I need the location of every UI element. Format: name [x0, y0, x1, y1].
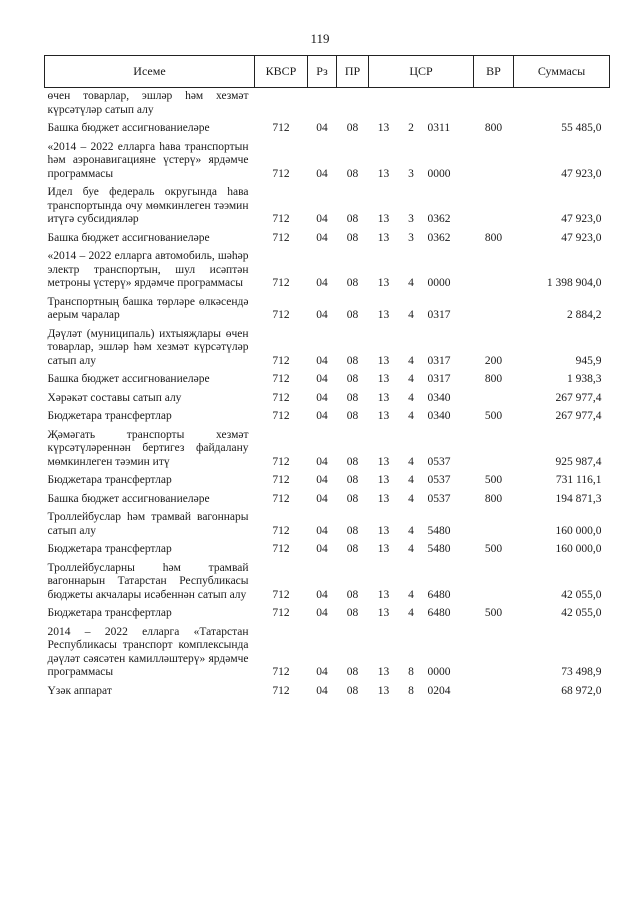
table-row: [45, 184, 610, 230]
row-name-cell: өчен товарлар, эшләр һәм хезмәт күрсәтүләр сатып алу: [47, 90, 249, 116]
row-sum-cell: 925 987,4: [555, 455, 602, 468]
row-sum-cell: 55 485,0: [561, 122, 602, 134]
row-csr-parts: [369, 355, 474, 369]
row-csr-part: 13: [377, 231, 390, 244]
row-sum-cell: 194 871,3: [555, 492, 602, 505]
row-kvsr-cell: 712: [272, 309, 290, 321]
row-csr-part: 13: [377, 354, 390, 367]
row-csr-parts: [369, 122, 474, 136]
row-vr-cell: [474, 683, 514, 702]
row-csr-part: 0311: [427, 122, 451, 134]
row-csr-part: 2: [408, 122, 414, 134]
row-kvsr-cell: 712: [272, 474, 290, 486]
row-pr-cell: 08: [346, 684, 359, 697]
row-csr-part: 13: [377, 666, 390, 678]
row-name-cell: Хәрәкәт составы сатып алу: [47, 391, 182, 404]
row-vr-cell: [474, 624, 514, 683]
row-csr-part: 3: [408, 231, 414, 244]
row-csr-part: 13: [377, 309, 390, 321]
row-rz-cell: 04: [316, 455, 328, 468]
row-rz-cell: 04: [316, 492, 328, 505]
row-kvsr-cell: 712: [272, 684, 290, 697]
row-csr-cell: [369, 624, 474, 683]
row-sum-cell: 1 938,3: [567, 373, 602, 385]
row-csr-part: 4: [408, 277, 414, 289]
row-pr-cell: 08: [346, 309, 359, 321]
row-sum-cell: 267 977,4: [555, 391, 602, 404]
row-name-cell: Бюджетара трансфертлар: [47, 474, 172, 486]
row-csr-part: 0537: [427, 474, 451, 486]
row-csr-parts: [369, 607, 474, 621]
page-number: 119: [310, 31, 330, 46]
row-kvsr-cell: 712: [272, 354, 290, 367]
table-row: [45, 491, 610, 510]
row-kvsr-cell: 712: [272, 455, 290, 468]
row-csr-part: 4: [408, 607, 414, 619]
row-sum-cell: 945,9: [575, 354, 602, 367]
row-csr-cell: [369, 541, 474, 560]
row-csr-parts: [369, 493, 474, 507]
row-csr-cell: [369, 88, 474, 121]
table-row: [45, 230, 610, 249]
row-name-cell: Башка бюджет ассигнованиеләре: [47, 122, 210, 134]
row-csr-part: 5480: [427, 543, 451, 555]
row-vr-cell: 800: [484, 492, 503, 505]
row-name-cell: Троллейбусларны һәм трамвай вагоннарын Татарстан Республикасы бюджеты акчалары исәбеннән сатып алу: [47, 561, 249, 601]
row-pr-cell: 08: [346, 122, 359, 134]
row-csr-cell: [369, 390, 474, 409]
row-sum-cell: 1 398 904,0: [546, 277, 602, 289]
header-pr: ПР: [337, 56, 369, 88]
row-csr-part: 0317: [427, 354, 451, 367]
row-kvsr-cell: 712: [272, 410, 290, 422]
row-pr-cell: 08: [346, 455, 359, 468]
row-name-cell: Бюджетара трансфертлар: [47, 410, 172, 422]
row-kvsr-cell: 712: [272, 588, 290, 601]
row-rz-cell: 04: [316, 684, 328, 697]
row-kvsr-cell: 712: [272, 373, 290, 385]
row-vr-cell: [474, 509, 514, 541]
table-row: [45, 427, 610, 473]
row-csr-part: 5480: [427, 524, 451, 537]
row-rz-cell: 04: [316, 354, 328, 367]
row-pr-cell: 08: [346, 474, 359, 486]
row-csr-part: 3: [408, 213, 414, 225]
table-row: [45, 294, 610, 326]
row-csr-part: 13: [377, 492, 390, 505]
row-vr-cell: 500: [484, 543, 503, 555]
table-row: [45, 472, 610, 491]
row-kvsr-cell: 712: [272, 167, 290, 180]
row-sum-cell: 47 923,0: [561, 213, 602, 225]
row-vr-cell: 500: [484, 410, 503, 422]
row-pr-cell: 08: [346, 354, 359, 367]
row-vr-cell: [474, 88, 514, 121]
row-sum-cell: 73 498,9: [561, 666, 602, 678]
row-rz-cell: 04: [316, 410, 328, 422]
row-sum-cell: 47 923,0: [561, 167, 602, 180]
row-csr-parts: [369, 666, 474, 680]
row-csr-parts: [369, 589, 474, 603]
row-csr-parts: [369, 213, 474, 227]
row-name-cell: Идел буе федераль округында һава транспортында очу мөмкинлеген тәэмин итүгә субсидияләр: [47, 186, 249, 225]
row-pr-cell: 08: [346, 167, 359, 180]
row-csr-part: 0204: [427, 684, 451, 697]
row-vr-cell: 800: [484, 122, 503, 134]
row-csr-part: 4: [408, 588, 414, 601]
row-pr-cell: 08: [346, 492, 359, 505]
row-vr-cell: 800: [484, 373, 503, 385]
row-name-cell: «2014 – 2022 елларга автомобиль, шәһәр электр транспортын, шул исәптән метроны үстерү» ярдәмче программасы: [47, 250, 249, 289]
row-csr-part: 4: [408, 543, 414, 555]
row-kvsr-cell: 712: [272, 122, 290, 134]
row-csr-part: 13: [377, 543, 390, 555]
row-csr-cell: [369, 139, 474, 185]
row-csr-parts: [369, 232, 474, 246]
row-csr-part: 0340: [427, 391, 451, 404]
row-csr-cell: [369, 371, 474, 390]
table-row: [45, 371, 610, 390]
row-csr-cell: [369, 326, 474, 372]
row-vr-cell: [474, 248, 514, 294]
header-kvsr: КВСР: [255, 56, 308, 88]
row-pr-cell: [337, 88, 369, 121]
table-row: [45, 139, 610, 185]
table-row: [45, 390, 610, 409]
row-pr-cell: 08: [346, 391, 359, 404]
row-name-cell: «2014 – 2022 елларга һава транспортын һәм аэронавигацияне үстерү» ярдәмче программасы: [47, 140, 249, 180]
table-row: [45, 624, 610, 683]
row-rz-cell: 04: [316, 277, 328, 289]
row-csr-part: 4: [408, 391, 414, 404]
row-csr-parts: [369, 309, 474, 323]
table-row: [45, 408, 610, 427]
row-csr-part: 0000: [427, 167, 451, 180]
row-csr-cell: [369, 230, 474, 249]
header-sum: Суммасы: [514, 56, 610, 88]
row-csr-part: 4: [408, 410, 414, 422]
table-row: [45, 683, 610, 702]
row-csr-part: 13: [377, 588, 390, 601]
row-vr-cell: [474, 294, 514, 326]
row-csr-part: 13: [377, 391, 390, 404]
row-csr-part: 4: [408, 309, 414, 321]
row-rz-cell: 04: [316, 543, 328, 555]
row-sum-cell: [514, 88, 610, 121]
row-name-cell: Троллейбуслар һәм трамвай вагоннары сатып алу: [47, 511, 249, 537]
row-vr-cell: [474, 139, 514, 185]
row-pr-cell: 08: [346, 524, 359, 537]
row-csr-part: 0362: [427, 213, 451, 225]
row-csr-cell: [369, 683, 474, 702]
row-name-cell: Бюджетара трансфертлар: [47, 607, 172, 619]
row-csr-part: 8: [408, 666, 414, 678]
row-csr-cell: [369, 427, 474, 473]
row-rz-cell: 04: [316, 474, 328, 486]
row-csr-part: 8: [408, 684, 414, 697]
row-csr-parts: [369, 277, 474, 291]
row-csr-part: 13: [377, 167, 390, 180]
row-csr-part: 4: [408, 373, 414, 385]
row-csr-part: 0317: [427, 309, 451, 321]
row-sum-cell: 47 923,0: [561, 231, 602, 244]
row-rz-cell: 04: [316, 213, 328, 225]
row-kvsr-cell: 712: [272, 492, 290, 505]
row-csr-part: 13: [377, 213, 390, 225]
row-csr-part: 6480: [427, 607, 451, 619]
table-row: [45, 88, 610, 121]
table-row: [45, 120, 610, 139]
row-rz-cell: 04: [316, 309, 328, 321]
header-rz: Рз: [308, 56, 337, 88]
row-name-cell: Транспортның башка төрләре өлкәсендә аерым чаралар: [47, 295, 249, 321]
row-name-cell: Үзәк аппарат: [47, 684, 112, 697]
row-kvsr-cell: 712: [272, 607, 290, 619]
table-header-row: [45, 56, 610, 88]
row-name-cell: 2014 – 2022 елларга «Татарстан Республикасы транспорт комплексында дәүләт сәясәтен камилләштерү» ярдәмче программасы: [47, 625, 249, 678]
row-kvsr-cell: 712: [272, 231, 290, 244]
row-kvsr-cell: 712: [272, 543, 290, 555]
row-csr-part: 13: [377, 277, 390, 289]
row-csr-part: 4: [408, 474, 414, 486]
row-csr-part: 0537: [427, 492, 451, 505]
row-vr-cell: 500: [484, 607, 503, 619]
header-name: Исеме: [45, 56, 255, 88]
row-rz-cell: 04: [316, 607, 328, 619]
table-row: [45, 326, 610, 372]
row-csr-part: 4: [408, 354, 414, 367]
row-csr-part: 13: [377, 410, 390, 422]
row-kvsr-cell: 712: [272, 213, 290, 225]
row-csr-cell: [369, 560, 474, 606]
row-csr-parts: [369, 543, 474, 557]
row-csr-cell: [369, 120, 474, 139]
header-csr: ЦСР: [369, 56, 474, 88]
row-csr-cell: [369, 408, 474, 427]
row-kvsr-cell: 712: [272, 277, 290, 289]
header-vr: ВР: [474, 56, 514, 88]
row-csr-part: 0362: [427, 231, 451, 244]
row-csr-parts: [369, 474, 474, 488]
row-rz-cell: 04: [316, 666, 328, 678]
row-csr-part: 4: [408, 524, 414, 537]
row-pr-cell: 08: [346, 607, 359, 619]
row-csr-part: 0537: [427, 455, 451, 468]
row-csr-part: 0340: [427, 410, 451, 422]
row-rz-cell: 04: [316, 391, 328, 404]
row-csr-parts: [369, 373, 474, 387]
row-pr-cell: 08: [346, 373, 359, 385]
row-csr-part: 13: [377, 455, 390, 468]
row-rz-cell: 04: [316, 122, 328, 134]
row-sum-cell: 2 884,2: [567, 309, 602, 321]
row-csr-cell: [369, 472, 474, 491]
row-vr-cell: [474, 427, 514, 473]
row-vr-cell: [474, 390, 514, 409]
row-sum-cell: 731 116,1: [555, 474, 602, 486]
row-csr-cell: [369, 509, 474, 541]
row-csr-parts: [369, 392, 474, 406]
row-csr-part: 13: [377, 474, 390, 486]
row-csr-part: 13: [377, 122, 390, 134]
row-sum-cell: 160 000,0: [555, 543, 602, 555]
row-csr-part: 13: [377, 524, 390, 537]
row-vr-cell: [474, 560, 514, 606]
row-kvsr-cell: [255, 88, 308, 121]
row-rz-cell: [308, 88, 337, 121]
row-kvsr-cell: 712: [272, 524, 290, 537]
budget-table: [44, 55, 610, 701]
row-pr-cell: 08: [346, 588, 359, 601]
row-csr-cell: [369, 184, 474, 230]
row-vr-cell: 500: [484, 474, 503, 486]
row-sum-cell: 42 055,0: [561, 607, 602, 619]
row-rz-cell: 04: [316, 588, 328, 601]
row-csr-parts: [369, 168, 474, 182]
row-csr-cell: [369, 294, 474, 326]
row-csr-cell: [369, 491, 474, 510]
row-csr-part: 3: [408, 167, 414, 180]
row-csr-part: 0317: [427, 373, 451, 385]
table-row: [45, 605, 610, 624]
table-row: [45, 541, 610, 560]
row-vr-cell: 800: [484, 231, 503, 244]
row-pr-cell: 08: [346, 231, 359, 244]
table-body: [45, 88, 610, 702]
row-rz-cell: 04: [316, 167, 328, 180]
row-name-cell: Бюджетара трансфертлар: [47, 543, 172, 555]
row-csr-parts: [369, 685, 474, 699]
row-csr-cell: [369, 605, 474, 624]
row-csr-part: 4: [408, 455, 414, 468]
row-csr-parts: [369, 410, 474, 424]
table-row: [45, 560, 610, 606]
row-name-cell: Дәүләт (муниципаль) ихтыяҗлары өчен товарлар, эшләр һәм хезмәт күрсәтүләр сатып алу: [47, 327, 249, 367]
row-csr-part: 0000: [427, 277, 451, 289]
row-csr-part: 6480: [427, 588, 451, 601]
row-csr-part: 13: [377, 373, 390, 385]
table-row: [45, 509, 610, 541]
row-csr-part: 13: [377, 607, 390, 619]
row-kvsr-cell: 712: [272, 391, 290, 404]
row-kvsr-cell: 712: [272, 666, 290, 678]
row-name-cell: Башка бюджет ассигнованиеләре: [47, 231, 210, 244]
row-vr-cell: [474, 184, 514, 230]
row-sum-cell: 42 055,0: [561, 588, 602, 601]
row-pr-cell: 08: [346, 666, 359, 678]
row-pr-cell: 08: [346, 543, 359, 555]
row-csr-part: 13: [377, 684, 390, 697]
row-name-cell: Башка бюджет ассигнованиеләре: [47, 492, 210, 505]
row-pr-cell: 08: [346, 277, 359, 289]
row-csr-part: 4: [408, 492, 414, 505]
row-sum-cell: 68 972,0: [561, 684, 602, 697]
row-rz-cell: 04: [316, 373, 328, 385]
row-rz-cell: 04: [316, 231, 328, 244]
row-csr-part: 0000: [427, 666, 451, 678]
row-pr-cell: 08: [346, 410, 359, 422]
row-name-cell: Җәмәгать транспорты хезмәт күрсәтүләреннән бертигез файдалану мөмкинлеген тәэмин итү: [47, 428, 249, 468]
row-name-cell: Башка бюджет ассигнованиеләре: [47, 373, 210, 385]
row-csr-parts: [369, 456, 474, 470]
table-row: [45, 248, 610, 294]
row-vr-cell: 200: [484, 354, 503, 367]
row-sum-cell: 160 000,0: [555, 524, 602, 537]
row-rz-cell: 04: [316, 524, 328, 537]
row-csr-parts: [369, 525, 474, 539]
row-sum-cell: 267 977,4: [555, 410, 602, 422]
row-pr-cell: 08: [346, 213, 359, 225]
row-csr-cell: [369, 248, 474, 294]
